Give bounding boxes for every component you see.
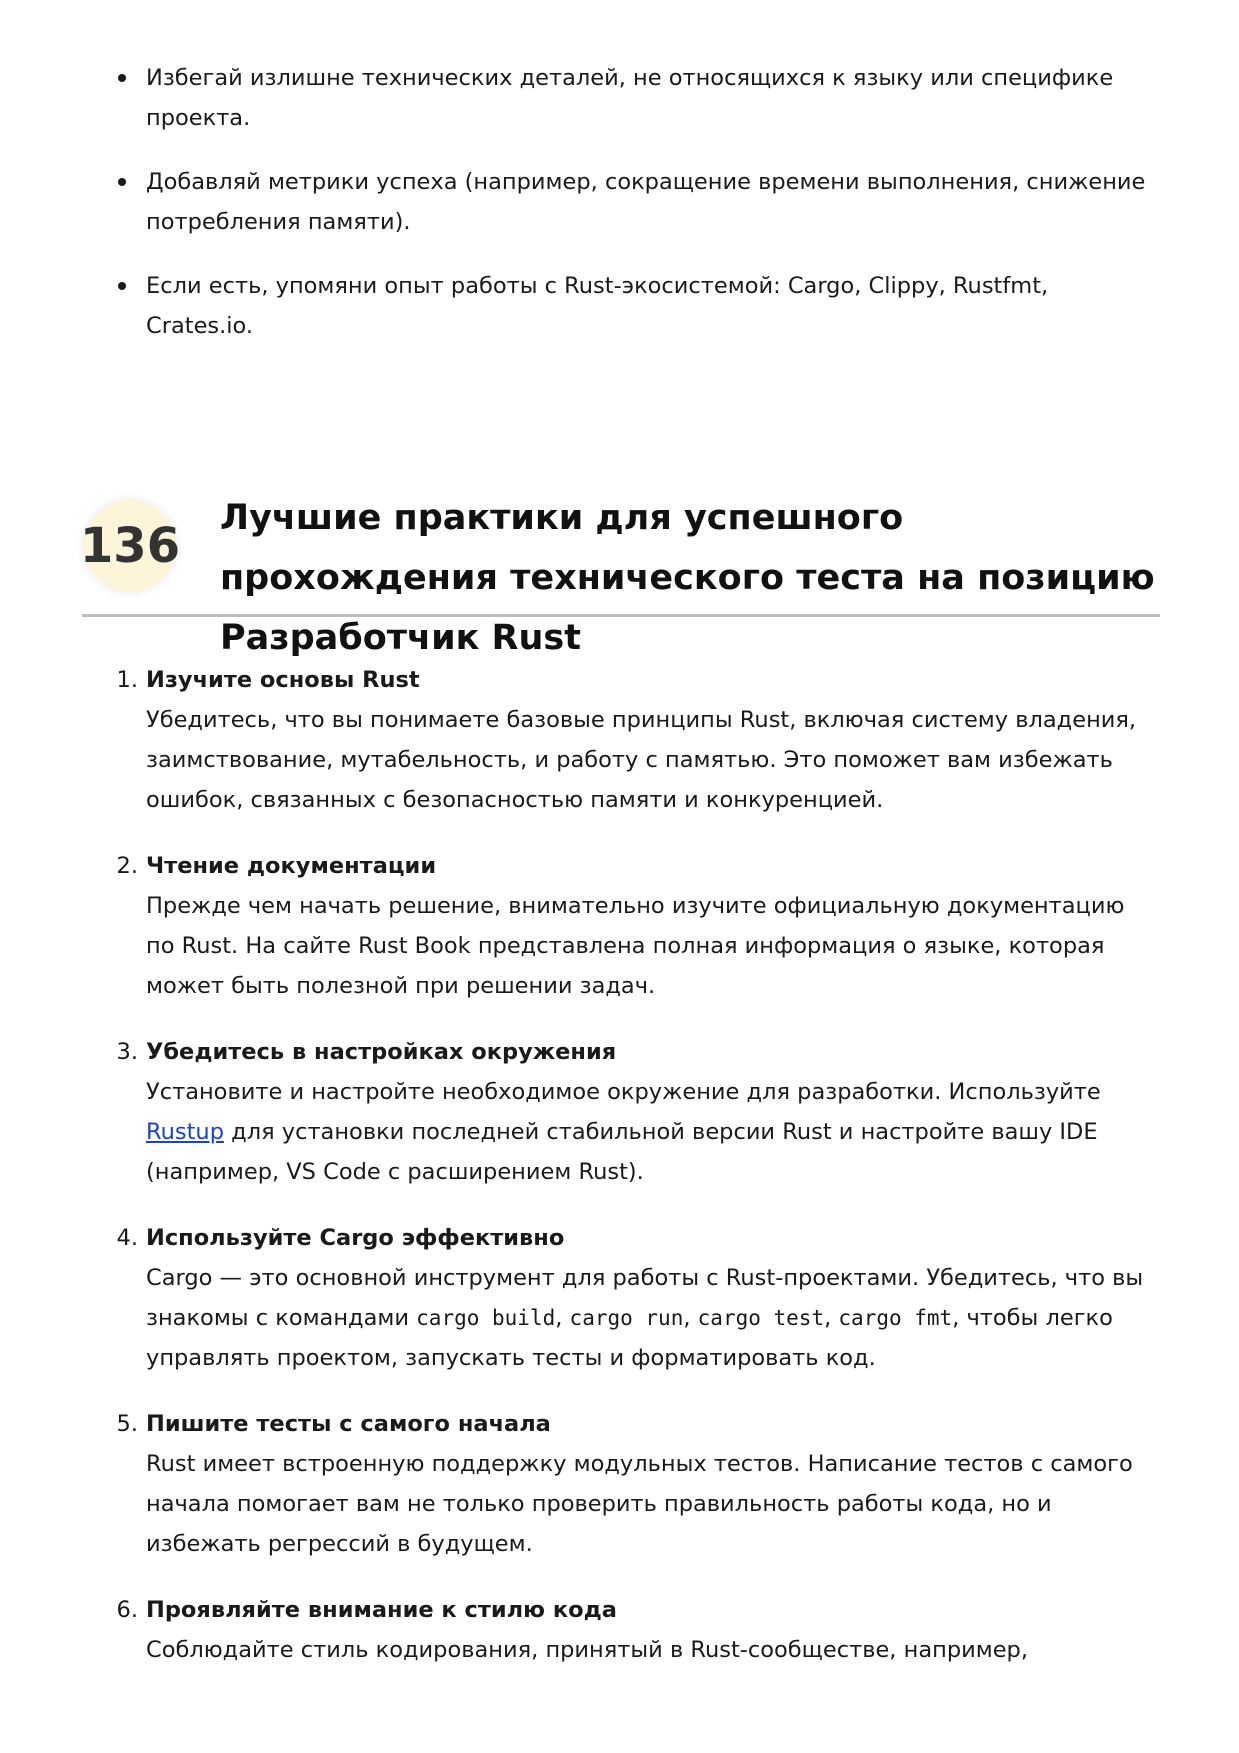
list-item-text: Rust имеет встроенную поддержку модульных тестов. Написание тестов с самого начала помогает вам не только проверить правильность работы кода, но и избежать регрессий в будущем. [146,1451,1133,1557]
list-item-number: 1. [116,667,138,693]
bullet-text: Если есть, упомяни опыт работы с Rust-экосистемой: Cargo, Clippy, Rustfmt, Crates.io. [146,273,1049,339]
chapter-number-badge: 136 [84,500,176,592]
text-segment: Установите и настройте необходимое окружение для разработки. Используйте [146,1079,1101,1105]
list-item-text [146,1072,1158,1192]
list-item [118,660,1158,820]
list-item-text [146,1258,1158,1378]
list-item-number: 3. [116,1039,138,1065]
list-item-number: 2. [116,853,138,879]
text-segment: для установки последней стабильной версии Rust и настройте вашу IDE (например, VS Code с расширением Rust). [146,1119,1098,1185]
list-item [118,846,1158,1006]
list-item-text: Соблюдайте стиль кодирования, принятый в Rust-сообществе, например, [146,1637,1028,1663]
bullet-text: Добавляй метрики успеха (например, сокращение времени выполнения, снижение потребления памяти). [146,169,1146,235]
list-item-heading: Убедитесь в настройках окружения [146,1039,617,1065]
list-item [118,1404,1158,1564]
list-item-number: 4. [116,1225,138,1251]
title-divider [82,614,1160,617]
list-item-heading: Изучите основы Rust [146,667,420,693]
list-item [118,1218,1158,1378]
list-item-text: Прежде чем начать решение, внимательно изучите официальную документацию по Rust. На сайте Rust Book представлена полная информация о языке, которая может быть полезной при решении задач. [146,893,1125,999]
list-item-number: 5. [116,1411,138,1437]
inline-code: cargo test [697,1306,825,1330]
list-item-heading: Чтение документации [146,853,437,879]
list-item-text: Убедитесь, что вы понимаете базовые принципы Rust, включая систему владения, заимствование, мутабельность, и работу с памятью. Это поможет вам избежать ошибок, связанных с безопасностью памяти и конкуренцией. [146,707,1137,813]
inline-code: cargo fmt [838,1306,953,1330]
list-item [118,1590,1158,1670]
bullet-item [118,266,1158,346]
text-segment: Cargo — это основной инструмент для работы с Rust-проектами. Убедитесь, что вы знакомы с командами [146,1265,1144,1331]
inline-code: cargo run [569,1306,684,1330]
list-item-heading: Проявляйте внимание к стилю кода [146,1597,617,1623]
chapter-title: Лучшие практики для успешного прохождения технического теста на позицию Разработчик Rust [220,498,1155,658]
bullet-text: Избегай излишне технических деталей, не относящихся к языку или специфике проекта. [146,65,1114,131]
text-segment: , [824,1305,839,1331]
advice-bullet-list [118,58,1158,370]
text-segment: , [683,1305,698,1331]
best-practices-list [118,660,1158,1696]
bullet-item [118,162,1158,242]
inline-code: cargo build [416,1306,556,1330]
list-item [118,1032,1158,1192]
text-segment: , чтобы легко управлять проектом, запускать тесты и форматировать код. [146,1305,1113,1371]
list-item-heading: Пишите тесты с самого начала [146,1411,551,1437]
list-item-number: 6. [116,1597,138,1623]
bullet-item [118,58,1158,138]
list-item-heading: Используйте Cargo эффективно [146,1225,565,1251]
text-segment: , [555,1305,570,1331]
rustup-link[interactable]: Rustup [146,1119,224,1145]
